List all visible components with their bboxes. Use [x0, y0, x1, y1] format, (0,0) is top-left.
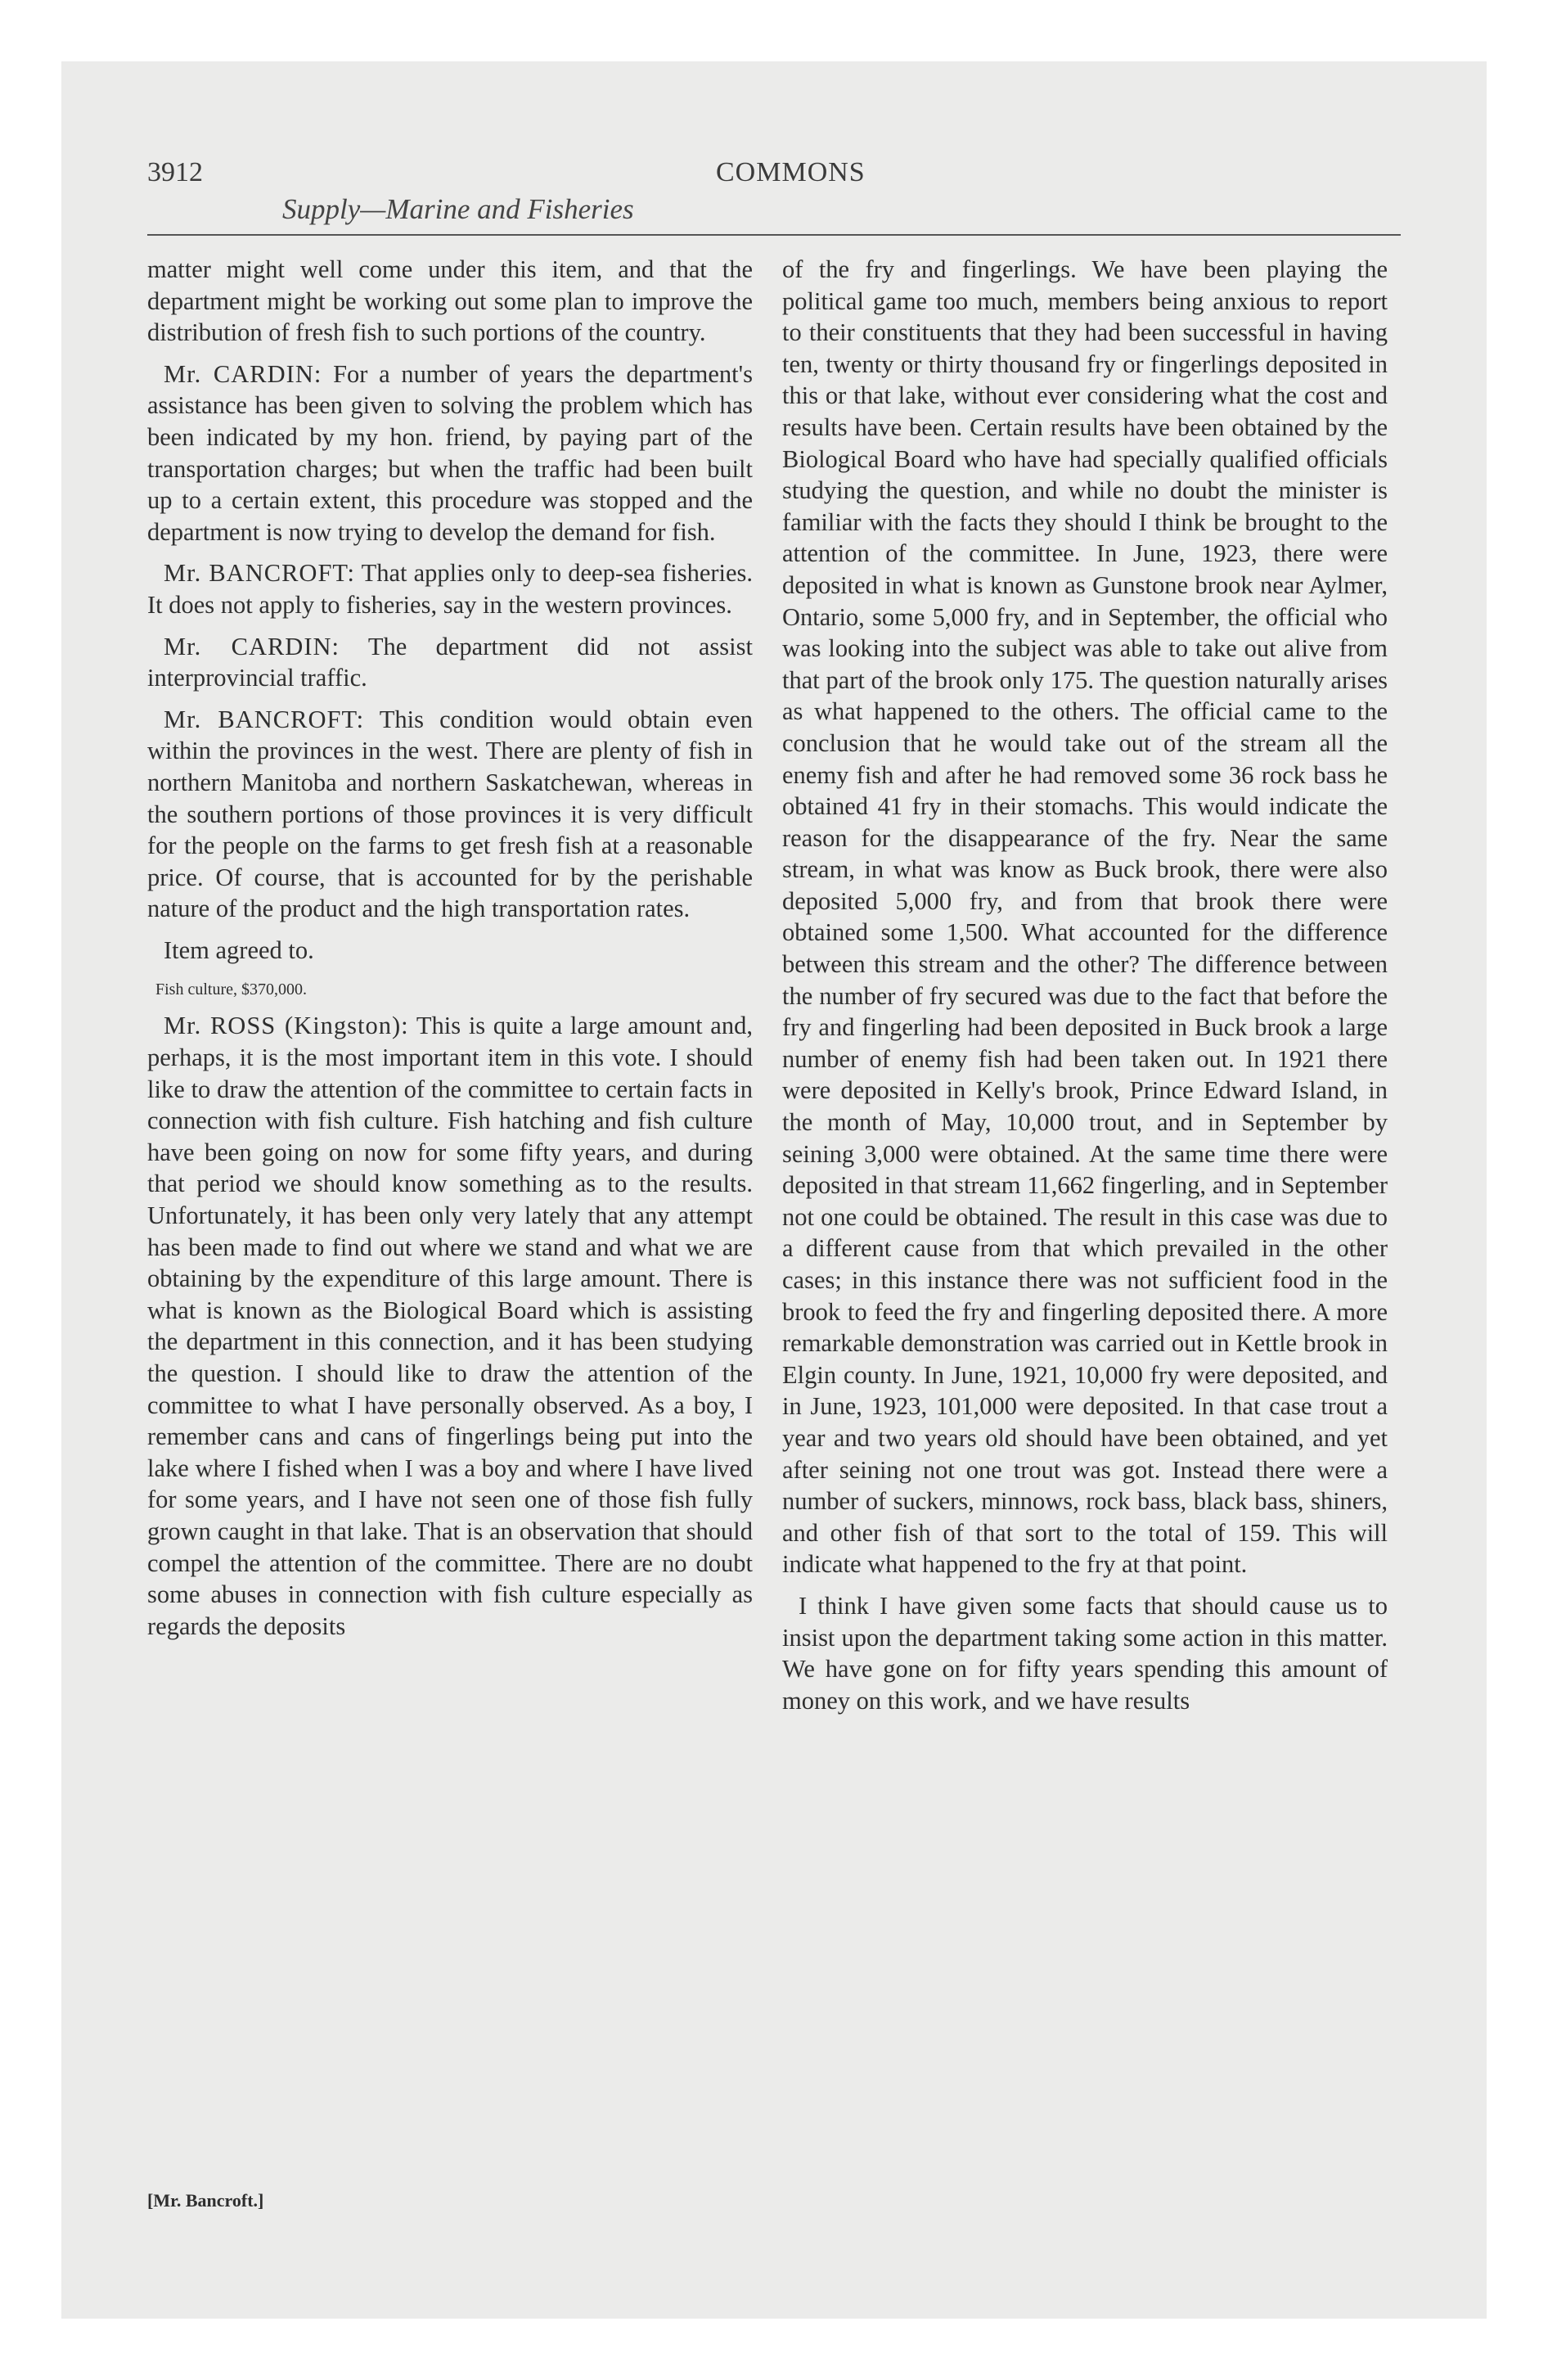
paragraph: I think I have given some facts that should cause us to insist upon the department taking some action in this matter. We have gone on for fifty years spending this amount of money on this work, and we have results [782, 1591, 1388, 1715]
speaker-name: Mr. BANCROFT: [164, 559, 355, 588]
speaker-name: Mr. CARDIN: [164, 632, 340, 660]
left-column [147, 254, 753, 1642]
speech-paragraph: Mr. BANCROFT: That applies only to deep-sea fisheries. It does not apply to fisheries, say in the western provinces. [147, 559, 754, 619]
page-number: 3912 [147, 157, 203, 187]
running-title: COMMONS [716, 157, 866, 187]
speaker-name: Mr. BANCROFT: [164, 705, 365, 733]
section-title: Supply—Marine and Fisheries [282, 193, 634, 225]
speaker-name: Mr. CARDIN: [164, 359, 322, 388]
speech-paragraph: Mr. ROSS (Kingston): This is quite a large amount and, perhaps, it is the most important item in this vote. I should like to draw the attention of the committee to certain facts in connection with fish culture. Fish hatching and fish culture have been going on now for some fifty years, and during that period we should know something as to the results. Unfortunately, it has been only very lately that any attempt has been made to find out where we stand and what we are obtaining by the expenditure of this large amount. There is what is known as the Biological Board which is assisting the department in this connection, and it has been studying the question. I should like to draw the attention of the committee to what I have personally observed. As a boy, I remember cans and cans of fingerlings being put into the lake where I fished when I was a boy and where I have lived for some years, and I have not seen one of those fish fully grown caught in that lake. That is an observation that should compel the attention of the committee. There are no doubt some abuses in connection with fish culture especially as regards the deposits [147, 1012, 753, 1640]
paragraph: of the fry and fingerlings. We have been playing the political game too much, members being anxious to report to their constituents that they had been successful in having ten, twenty or thirty thousand fry or fingerlings deposited in this or that lake, without ever considering what the cost and results have been. Certain results have been obtained by the Biological Board who have had specially qualified officials studying the question, and while no doubt the minister is familiar with the facts they should I think be brought to the attention of the committee. In June, 1923, there were deposited in what is known as Gunstone brook near Aylmer, Ontario, some 5,000 fry, and in September, the official who was looking into the subject was able to take out alive from that part of the brook only 175. The question naturally arises as what happened to the others. The official came to the conclusion that he would take out of the stream all the enemy fish and after he had removed some 36 rock bass he obtained 41 fry in their stomachs. This would indicate the reason for the disappearance of the fry. Near the same stream, in what was know as Buck brook, there were also deposited 5,000 fry, and from that brook there were obtained some 1,500. What accounted for the difference between this stream and the other? The difference between the number of fry secured was due to the fact that before the fry and fingerling had been deposited in Buck brook a large number of enemy fish had been taken out. In 1921 there were deposited in Kelly's brook, Prince Edward Island, in the month of May, 10,000 trout, and in September by seining 3,000 were obtained. At the same time there were deposited in that stream 11,662 fingerling, and in September not one could be obtained. The result in this case was due to a different cause from that which prevailed in the other cases; in this instance there was not sufficient food in the brook to feed the fry and fingerling deposited there. A more remarkable demonstration was carried out in Kettle brook in Elgin county. In June, 1921, 10,000 fry were deposited, and in June, 1923, 101,000 were deposited. In that case trout a year and two years old should have been obtained, and yet after seining not one trout was got. Instead there were a number of suckers, minnows, rock bass, black bass, shiners, and other fish of that sort to the total of 159. This will indicate what happened to the fry at that point. [782, 255, 1388, 1579]
speaker-name: Mr. ROSS (Kingston): [164, 1012, 409, 1040]
page-header [147, 147, 1401, 237]
footer-speaker-note: [Mr. Bancroft.] [147, 2190, 264, 2211]
item-agreed: Item agreed to. [164, 935, 314, 964]
header-rule [147, 234, 1401, 236]
vote-item: Fish culture, $370,000. [155, 980, 307, 999]
right-column [782, 254, 1388, 1716]
speech-paragraph: Mr. CARDIN: The department did not assist interprovincial traffic. [147, 632, 753, 692]
speech-paragraph: Mr. CARDIN: For a number of years the department's assistance has been given to solving the problem which has been indicated by my hon. friend, by paying part of the transportation charges; but when the traffic had been built up to a certain extent, this procedure was stopped and the department is now trying to develop the demand for fish. [147, 359, 754, 546]
speech-paragraph: Mr. BANCROFT: This condition would obtain even within the provinces in the west. There are plenty of fish in northern Manitoba and northern Saskatchewan, whereas in the southern portions of those provinces it is very difficult for the people on the farms to get fresh fish at a reasonable price. Of course, that is accounted for by the perishable nature of the product and the high transportation rates. [147, 705, 754, 923]
paragraph: matter might well come under this item, and that the department might be working out some plan to improve the distribution of fresh fish to such portions of the country. [147, 255, 753, 347]
